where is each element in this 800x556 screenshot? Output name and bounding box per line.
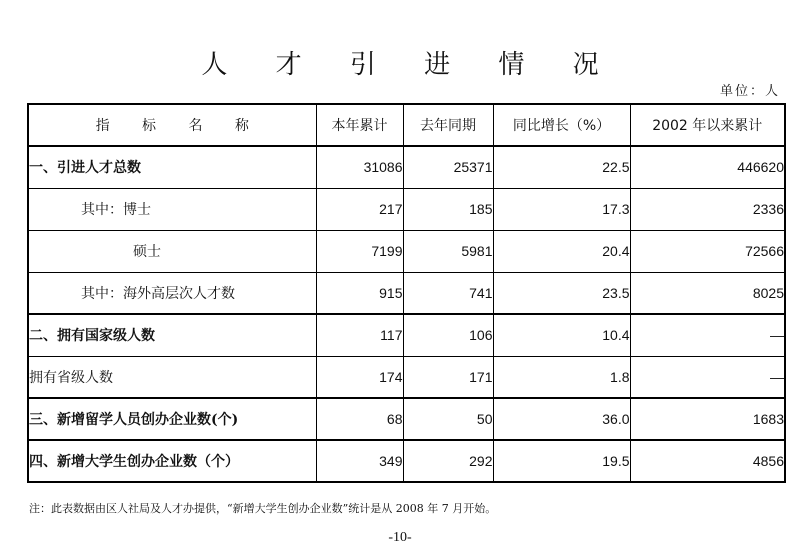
cell-year-to-date: 7199	[316, 230, 403, 272]
table-row	[28, 188, 785, 230]
table-row	[28, 440, 785, 482]
cell-cumulative: —	[630, 314, 785, 356]
cell-cumulative: 8025	[630, 272, 785, 314]
cell-growth: 22.5	[493, 146, 630, 188]
cell-last-year: 50	[403, 398, 493, 440]
row-name: 硕士	[28, 230, 316, 272]
header-indicator-name: 指 标 名 称	[28, 104, 316, 146]
table-row	[28, 314, 785, 356]
row-name: 二、拥有国家级人数	[28, 314, 316, 356]
cell-year-to-date: 217	[316, 188, 403, 230]
cell-growth: 36.0	[493, 398, 630, 440]
header-yoy-growth: 同比增长（%）	[493, 104, 630, 146]
row-name: 拥有省级人数	[28, 356, 316, 398]
cell-growth: 20.4	[493, 230, 630, 272]
row-name: 四、新增大学生创办企业数（个）	[28, 440, 316, 482]
cell-last-year: 171	[403, 356, 493, 398]
header-year-to-date: 本年累计	[316, 104, 403, 146]
cell-growth: 1.8	[493, 356, 630, 398]
cell-year-to-date: 31086	[316, 146, 403, 188]
table-row	[28, 230, 785, 272]
cell-last-year: 741	[403, 272, 493, 314]
table-header-row	[28, 104, 785, 146]
row-name: 其中：博士	[28, 188, 316, 230]
unit-label: 单位：人	[719, 84, 780, 99]
cell-growth: 10.4	[493, 314, 630, 356]
table-row	[28, 272, 785, 314]
cell-year-to-date: 349	[316, 440, 403, 482]
cell-last-year: 106	[403, 314, 493, 356]
cell-cumulative: —	[630, 356, 785, 398]
cell-last-year: 292	[403, 440, 493, 482]
page-title: 人 才 引 进 情 况	[201, 50, 619, 80]
table-row	[28, 356, 785, 398]
cell-cumulative: 1683	[630, 398, 785, 440]
cell-growth: 23.5	[493, 272, 630, 314]
cell-year-to-date: 915	[316, 272, 403, 314]
table-row	[28, 398, 785, 440]
cell-growth: 19.5	[493, 440, 630, 482]
row-name: 其中：海外高层次人才数	[28, 272, 316, 314]
page-number: -10-	[388, 530, 412, 545]
cell-last-year: 25371	[403, 146, 493, 188]
header-cumulative-since-2002: 2002 年以来累计	[630, 104, 785, 146]
cell-cumulative: 4856	[630, 440, 785, 482]
table-row	[28, 146, 785, 188]
talent-stats-table	[27, 103, 786, 483]
cell-cumulative: 2336	[630, 188, 785, 230]
footnote: 注：此表数据由区人社局及人才办提供，“新增大学生创办企业数”统计是从 2008 年 7 月开始。	[29, 502, 497, 515]
row-name: 一、引进人才总数	[28, 146, 316, 188]
cell-cumulative: 446620	[630, 146, 785, 188]
header-same-period-last-year: 去年同期	[403, 104, 493, 146]
cell-year-to-date: 68	[316, 398, 403, 440]
cell-growth: 17.3	[493, 188, 630, 230]
cell-last-year: 5981	[403, 230, 493, 272]
cell-last-year: 185	[403, 188, 493, 230]
cell-cumulative: 72566	[630, 230, 785, 272]
cell-year-to-date: 117	[316, 314, 403, 356]
cell-year-to-date: 174	[316, 356, 403, 398]
row-name: 三、新增留学人员创办企业数(个)	[28, 398, 316, 440]
